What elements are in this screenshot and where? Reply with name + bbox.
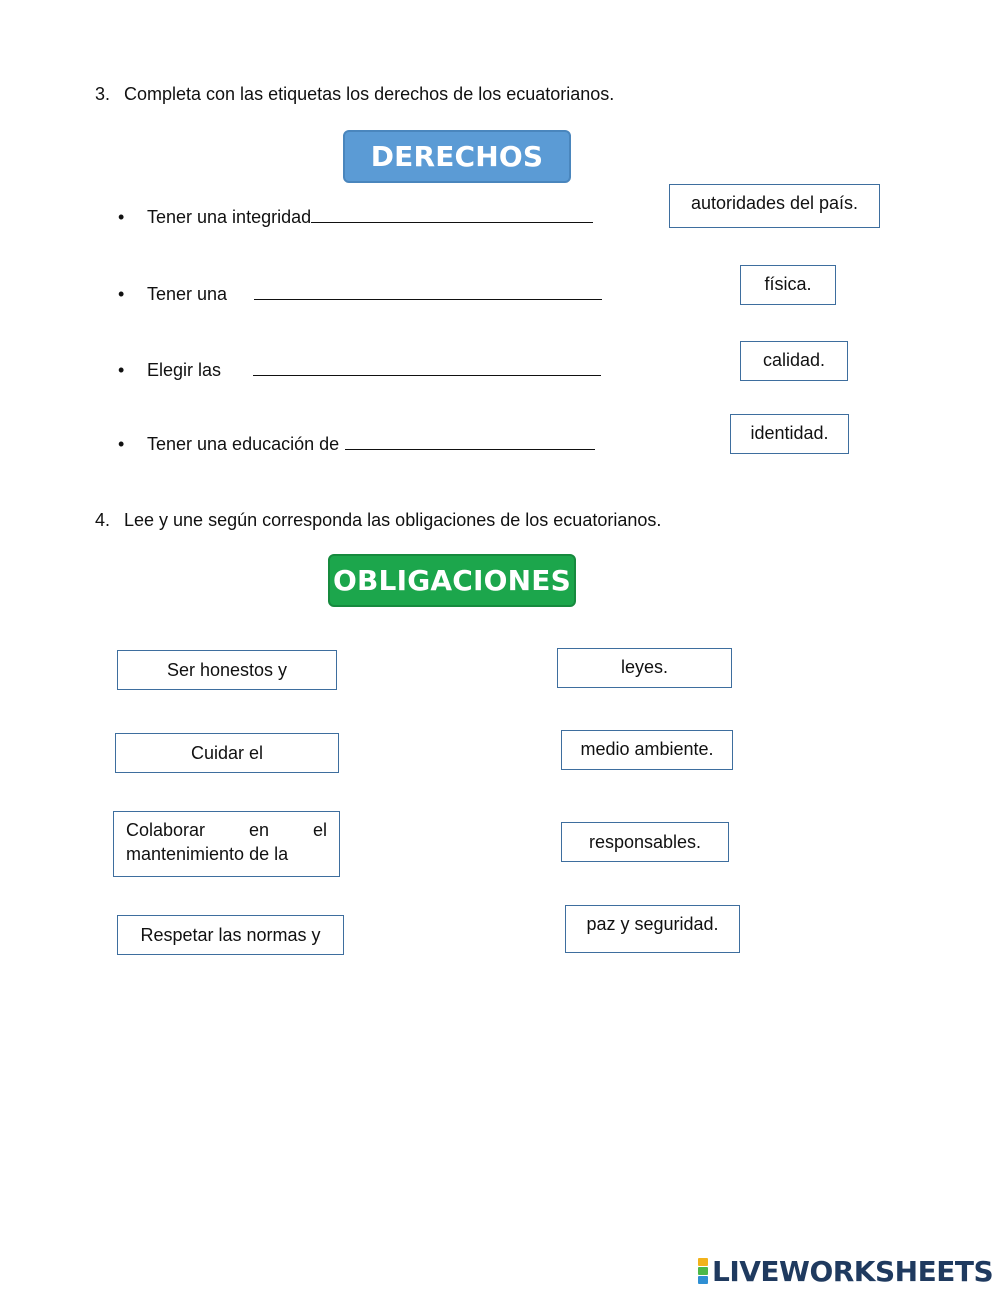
answer-blank-3[interactable] <box>253 374 601 376</box>
left-card-cuidar[interactable]: Cuidar el <box>115 733 339 773</box>
question-text: Completa con las etiquetas los derechos de los ecuatorianos. <box>124 84 615 104</box>
word: en <box>249 820 270 840</box>
logo-mark-block <box>698 1267 708 1275</box>
word: Colaborar <box>126 820 206 840</box>
bullet: • <box>118 284 125 304</box>
label-card-calidad[interactable]: calidad. <box>740 341 848 381</box>
question-text: Lee y une según corresponda las obligaciones de los ecuatorianos. <box>124 510 662 530</box>
right-item-2 <box>118 284 602 305</box>
logo-text: LIVEWORKSHEETS <box>712 1254 994 1288</box>
bullet: • <box>118 360 125 380</box>
label-card-fisica[interactable]: física. <box>740 265 836 305</box>
label-card-autoridades[interactable]: autoridades del país. <box>669 184 880 228</box>
derechos-banner: DERECHOS <box>343 130 571 183</box>
bullet: • <box>118 207 125 227</box>
right-card-leyes[interactable]: leyes. <box>557 648 732 688</box>
liveworksheets-logo-icon <box>698 1258 708 1284</box>
question-number: 3. <box>95 84 111 104</box>
answer-blank-1[interactable] <box>311 221 593 223</box>
card-line-2: mantenimiento de la <box>126 844 289 864</box>
right-card-medio-ambiente[interactable]: medio ambiente. <box>561 730 733 770</box>
obligaciones-banner: OBLIGACIONES <box>328 554 576 607</box>
left-card-colaborar[interactable] <box>113 811 340 877</box>
card-line-1 <box>126 818 327 842</box>
question-3 <box>95 84 614 105</box>
left-card-honestos[interactable]: Ser honestos y <box>117 650 337 690</box>
right-item-3 <box>118 360 601 381</box>
logo-mark-block <box>698 1276 708 1284</box>
logo-mark-block <box>698 1258 708 1266</box>
item-text: Tener una integridad <box>147 207 312 227</box>
item-text: Elegir las <box>147 360 222 380</box>
liveworksheets-logo <box>698 1254 993 1288</box>
answer-blank-2[interactable] <box>254 298 602 300</box>
word: el <box>312 820 327 840</box>
question-number: 4. <box>95 510 111 530</box>
label-card-identidad[interactable]: identidad. <box>730 414 849 454</box>
right-item-4 <box>118 434 595 455</box>
question-4 <box>95 510 661 531</box>
answer-blank-4[interactable] <box>345 448 595 450</box>
right-item-1 <box>118 207 593 228</box>
right-card-paz[interactable]: paz y seguridad. <box>565 905 740 953</box>
item-text: Tener una educación de <box>147 434 340 454</box>
bullet: • <box>118 434 125 454</box>
left-card-respetar[interactable]: Respetar las normas y <box>117 915 344 955</box>
item-text: Tener una <box>147 284 228 304</box>
right-card-responsables[interactable]: responsables. <box>561 822 729 862</box>
